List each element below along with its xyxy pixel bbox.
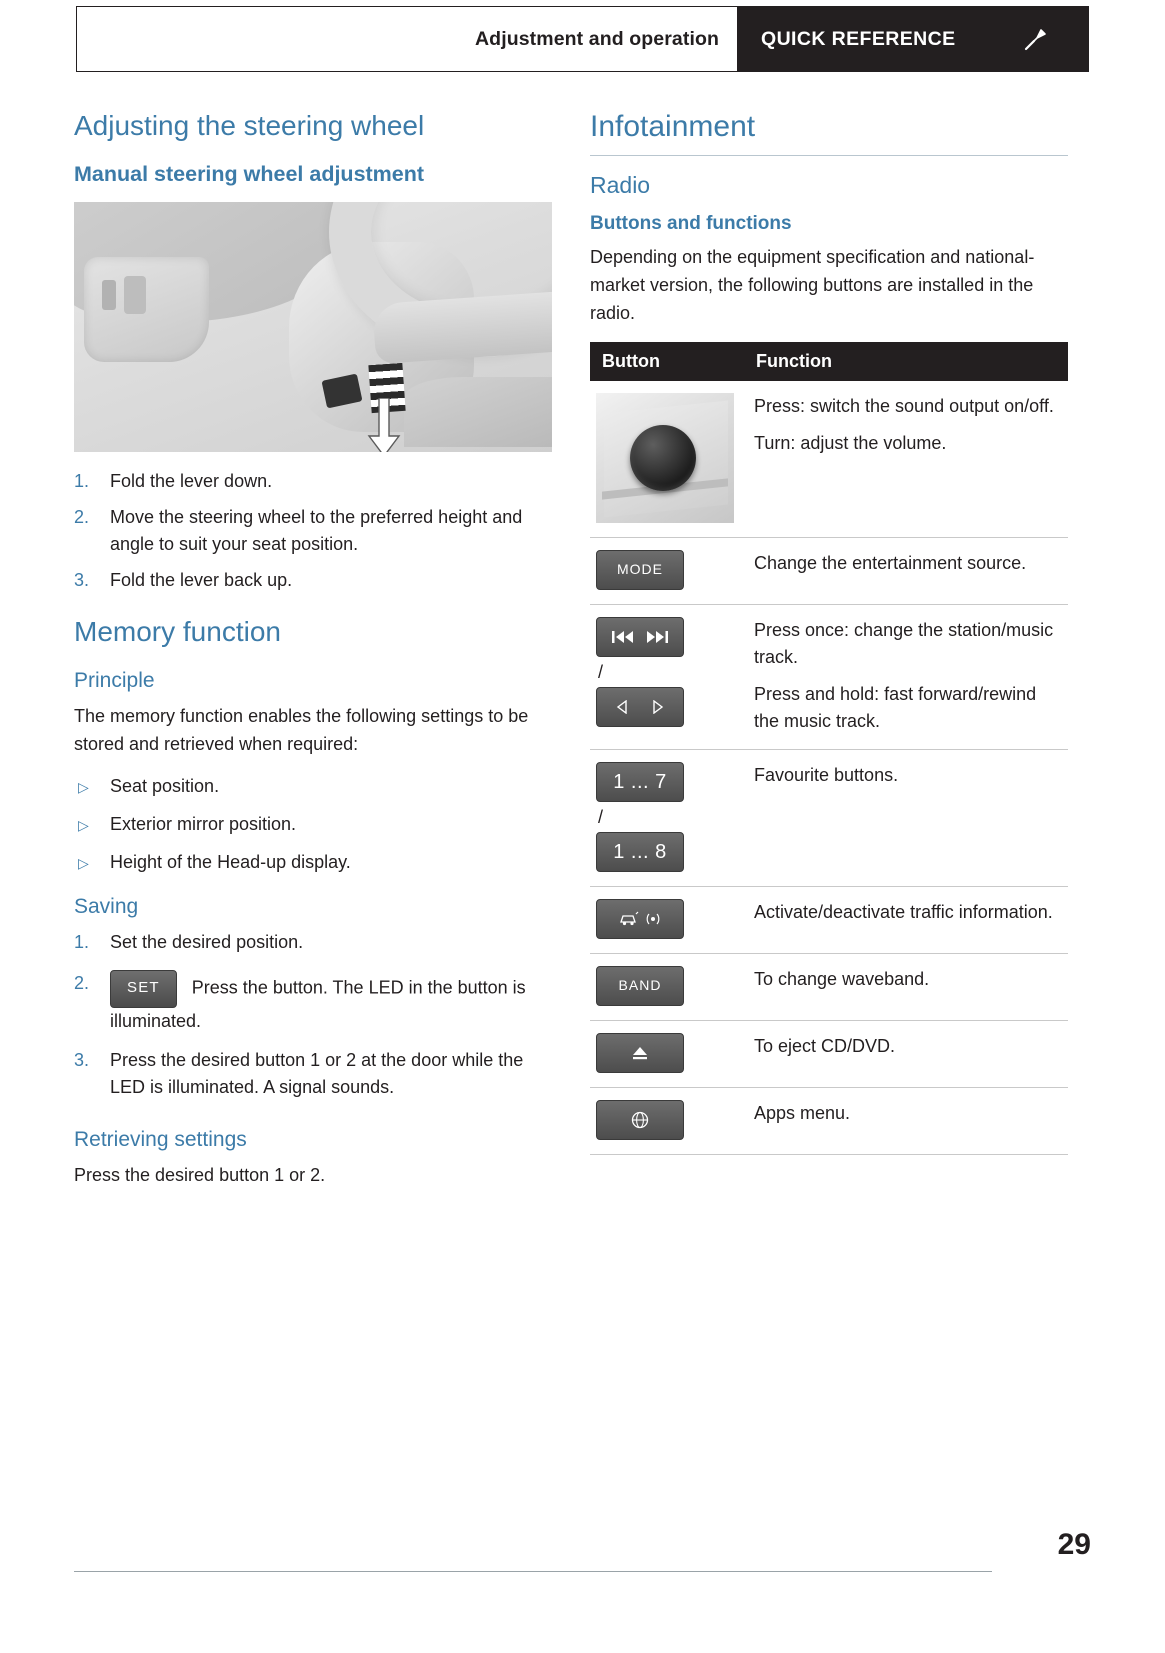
buttons-intro-paragraph: Depending on the equipment specification and national-market version, the following buttons are installed in the radio. <box>590 246 1035 323</box>
heading-retrieving-settings: Retrieving settings <box>74 1127 247 1151</box>
step-number: 2. <box>74 506 90 527</box>
heading-saving: Saving <box>74 895 139 919</box>
table-cell-function <box>744 1020 1068 1087</box>
triangle-bullet-icon: ▷ <box>78 817 89 834</box>
heading-memory-function: Memory function <box>74 615 281 647</box>
function-text: Press: switch the sound output on/off. <box>754 395 1054 416</box>
page-number: 29 <box>1057 1528 1091 1561</box>
table-cell-function <box>744 749 1068 886</box>
favourite-buttons-1-7[interactable]: 1 ... 7 <box>596 762 684 802</box>
step-number: 1. <box>74 932 90 953</box>
saving-steps <box>74 929 544 1101</box>
function-text: Press and hold: fast forward/rewind the music track. <box>754 683 1037 731</box>
footer-divider <box>74 1571 992 1572</box>
table-row <box>590 749 1068 886</box>
right-column <box>590 110 1068 1155</box>
triangle-bullet-icon: ▷ <box>78 779 89 796</box>
table-row <box>590 1087 1068 1154</box>
header-quick-reference-label: QUICK REFERENCE <box>761 27 956 50</box>
button-separator: / <box>598 661 604 682</box>
step-number: 1. <box>74 470 90 491</box>
table-row <box>590 537 1068 604</box>
heading-radio: Radio <box>590 171 651 198</box>
list-item-label: Height of the Head-up display. <box>110 852 351 873</box>
function-text: Turn: adjust the volume. <box>754 432 947 453</box>
table-cell-function <box>744 381 1068 538</box>
table-cell-button <box>590 1020 744 1087</box>
table-cell-button <box>590 886 744 953</box>
eject-button[interactable] <box>596 1033 684 1073</box>
list-item <box>74 811 544 838</box>
favourite-buttons-1-8[interactable]: 1 ... 8 <box>596 832 684 872</box>
function-text: Activate/deactivate traffic information. <box>754 901 1053 922</box>
table-cell-button <box>590 537 744 604</box>
next-track-icon <box>646 630 668 644</box>
table-cell-button <box>590 749 744 886</box>
table-cell-button <box>590 1087 744 1154</box>
page-title-steering: Adjusting the steering wheel <box>74 110 425 141</box>
heading-principle: Principle <box>74 669 155 693</box>
table-cell-function <box>744 537 1068 604</box>
mode-button[interactable]: MODE <box>596 550 684 590</box>
function-text: Press once: change the station/music track. <box>754 619 1054 667</box>
previous-track-icon <box>612 630 634 644</box>
list-item <box>74 773 544 800</box>
step-number: 3. <box>74 1049 90 1070</box>
heading-manual-adjustment: Manual steering wheel adjustment <box>74 162 425 187</box>
table-cell-function <box>744 886 1068 953</box>
function-text: To eject CD/DVD. <box>754 1035 896 1056</box>
page-header <box>76 6 1089 72</box>
retrieving-paragraph: Press the desired button 1 or 2. <box>74 1165 326 1186</box>
list-item <box>74 468 544 495</box>
car-traffic-icon <box>619 910 639 928</box>
table-cell-function <box>744 1087 1068 1154</box>
step-text: Fold the lever down. <box>110 470 273 491</box>
step-text: Fold the lever back up. <box>110 569 293 590</box>
step-text: Set the desired position. <box>110 932 304 953</box>
table-row <box>590 604 1068 749</box>
header-quick-reference-box <box>737 6 1089 72</box>
list-item <box>74 849 544 876</box>
table-cell-function <box>744 953 1068 1020</box>
table-row <box>590 953 1068 1020</box>
function-text: Apps menu. <box>754 1102 851 1123</box>
table-cell-button <box>590 953 744 1020</box>
function-text: Favourite buttons. <box>754 764 899 785</box>
list-item <box>74 567 544 594</box>
button-separator: / <box>598 806 604 827</box>
table-row <box>590 886 1068 953</box>
seek-left-icon <box>616 700 630 714</box>
list-item <box>74 1047 544 1101</box>
list-item-label: Seat position. <box>110 776 220 797</box>
left-column <box>74 110 544 1204</box>
table-row <box>590 1020 1068 1087</box>
function-text: Change the entertainment source. <box>754 552 1027 573</box>
table-cell-button <box>590 604 744 749</box>
function-text: To change waveband. <box>754 968 930 989</box>
eject-icon <box>629 1044 651 1062</box>
list-item <box>74 929 544 956</box>
step-text: Move the steering wheel to the preferred height and angle to suit your seat position. <box>110 506 523 554</box>
list-item <box>74 970 544 1035</box>
track-skip-button[interactable] <box>596 617 684 657</box>
heading-buttons-and-functions: Buttons and functions <box>590 213 792 235</box>
column-header-button: Button <box>590 342 744 381</box>
principle-paragraph: The memory function enables the following settings to be stored and retrieved when required: <box>74 706 529 755</box>
header-section-title: Adjustment and operation <box>475 27 719 50</box>
heading-infotainment: Infotainment <box>590 110 1068 156</box>
table-cell-button <box>590 381 744 538</box>
buttons-functions-table <box>590 342 1068 1155</box>
memory-settings-list <box>74 773 544 876</box>
table-row <box>590 381 1068 538</box>
step-number: 2. <box>74 973 90 994</box>
step-number: 3. <box>74 569 90 590</box>
column-header-function: Function <box>744 342 1068 381</box>
down-arrow-icon <box>366 398 402 452</box>
table-cell-function <box>744 604 1068 749</box>
step-text: Press the button. The LED in the button is illuminated. <box>110 977 526 1031</box>
list-item-label: Exterior mirror position. <box>110 814 297 835</box>
seek-button[interactable] <box>596 687 684 727</box>
apps-menu-button[interactable] <box>596 1100 684 1140</box>
steering-wheel-pin-icon <box>1023 26 1049 52</box>
globe-apps-icon <box>629 1109 651 1131</box>
list-item <box>74 504 544 558</box>
seek-right-icon <box>650 700 664 714</box>
traffic-information-button[interactable] <box>596 899 684 939</box>
broadcast-waves-icon <box>645 910 661 928</box>
volume-knob-photo[interactable] <box>596 393 734 523</box>
step-text: Press the desired button 1 or 2 at the door while the LED is illuminated. A signal sounds. <box>110 1049 524 1097</box>
header-section-title-box <box>76 6 737 72</box>
manual-adjustment-steps <box>74 468 544 594</box>
steering-column-lever-illustration <box>74 202 552 452</box>
table-header-row <box>590 342 1068 381</box>
set-button[interactable]: SET <box>110 970 177 1008</box>
band-button[interactable]: BAND <box>596 966 684 1006</box>
triangle-bullet-icon: ▷ <box>78 855 89 872</box>
